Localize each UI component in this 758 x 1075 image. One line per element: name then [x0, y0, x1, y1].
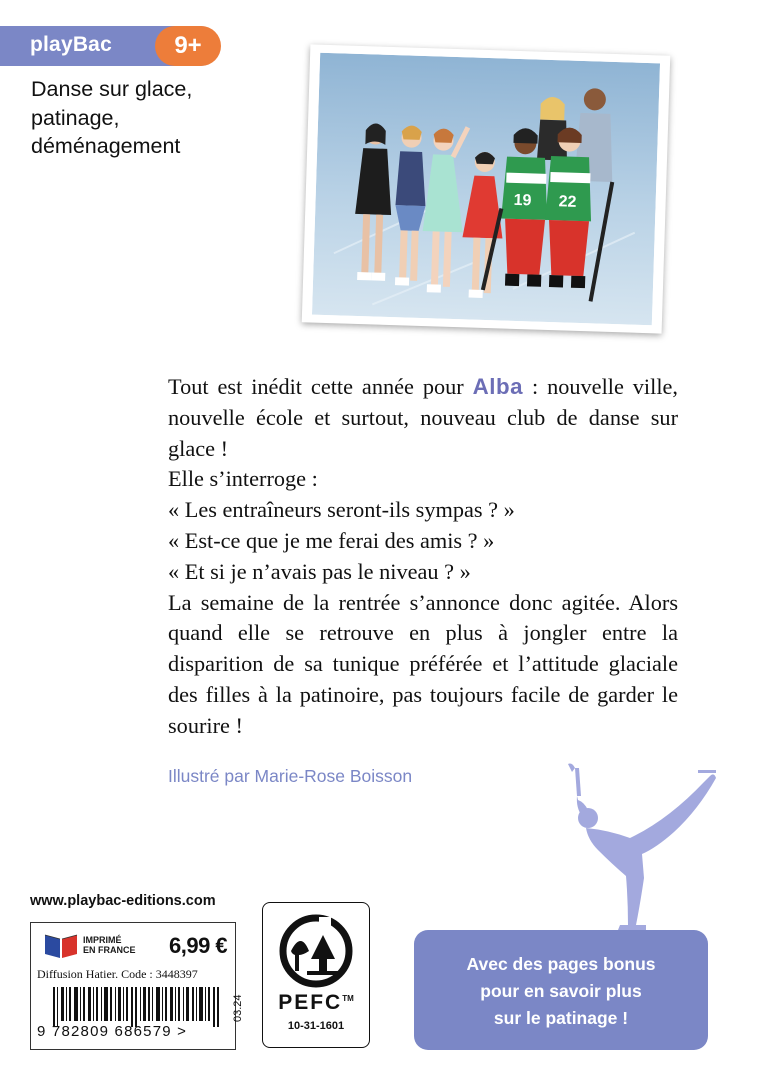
- skaters-illustration: [312, 53, 660, 326]
- jersey-number: 19: [513, 191, 532, 210]
- theme-item: patinage,: [31, 105, 120, 130]
- bonus-line: sur le patinage !: [493, 1008, 629, 1028]
- pefc-label: PEFC™: [278, 991, 354, 1014]
- bonus-pages-box: [414, 930, 708, 1050]
- isbn-barcode: [53, 987, 221, 1027]
- blurb-question-intro: Elle s’interroge :: [168, 466, 318, 492]
- website-link[interactable]: www.playbac-editions.com: [30, 893, 216, 909]
- highlight-name: Alba: [472, 374, 523, 399]
- blurb-intro: Tout est inédit cette année pour Alba : nouvelle ville, nouvelle école et surtout, nouveau club de danse sur glace !: [168, 374, 678, 461]
- theme-item: Danse sur glace,: [31, 77, 193, 101]
- bonus-line: Avec des pages bonus: [466, 954, 656, 974]
- price: 6,99 €: [169, 933, 228, 958]
- blurb-question: « Et si je n’avais pas le niveau ? »: [168, 558, 471, 584]
- isbn-digits: 9 782809 686579 >: [37, 1023, 188, 1040]
- jersey-number: 22: [558, 193, 577, 211]
- skater-silhouette: [548, 760, 718, 935]
- age-badge: 9+: [155, 26, 221, 66]
- theme-item: déménagement: [31, 134, 181, 158]
- distribution-code: Diffusion Hatier. Code : 3448397: [37, 967, 198, 981]
- brand-logo: playBac: [30, 33, 112, 56]
- illustrator-credit: Illustré par Marie-Rose Boisson: [168, 766, 413, 786]
- imprime-en-france-label: IMPRIMÉ EN FRANCE: [83, 935, 136, 955]
- themes-list: [31, 75, 192, 161]
- blurb-conclusion: La semaine de la rentrée s’annonce donc agitée. Alors quand elle se retrouve en plus à jongler entre la disparition de sa tunique préférée et l’attitude glaciale des filles à la patinoire, pas toujours facile de garder le sourire !: [168, 589, 678, 738]
- back-cover-blurb: [168, 372, 678, 742]
- imprime-en-france-book-icon: [43, 931, 79, 959]
- cover-photo: [302, 44, 671, 333]
- bonus-line: pour en savoir plus: [480, 981, 642, 1001]
- pefc-tree-icon: [277, 913, 355, 989]
- blurb-question: « Est-ce que je me ferai des amis ? »: [168, 527, 495, 553]
- price-barcode-box: [30, 922, 236, 1050]
- blurb-question: « Les entraîneurs seront-ils sympas ? »: [168, 497, 515, 523]
- print-date-code: 03.24: [232, 994, 244, 1022]
- pefc-certification: [262, 902, 370, 1048]
- pefc-code: 10-31-1601: [287, 1020, 345, 1032]
